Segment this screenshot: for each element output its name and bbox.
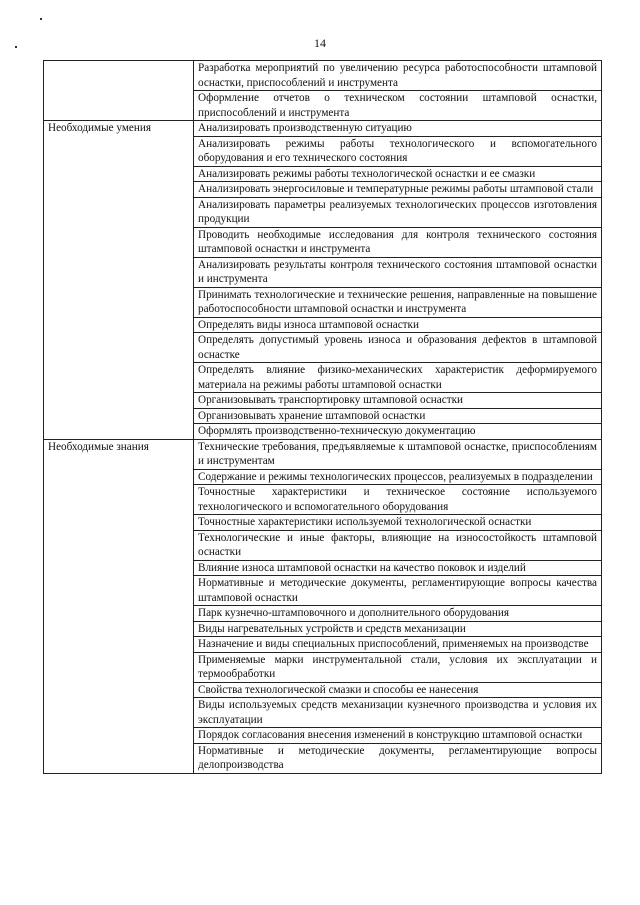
requirement-cell: Определять виды износа штамповой оснастки [194, 317, 602, 333]
requirement-cell: Проводить необходимые исследования для контроля технического состояния штамповой оснастки и инструмента [194, 227, 602, 257]
section-label: Необходимые умения [44, 121, 194, 440]
section-label [44, 61, 194, 121]
requirement-cell: Нормативные и методические документы, регламентирующие вопросы качества штамповой оснастки [194, 576, 602, 606]
requirement-cell: Назначение и виды специальных приспособлений, применяемых на производстве [194, 637, 602, 653]
requirement-cell: Определять допустимый уровень износа и образования дефектов в штамповой оснастке [194, 333, 602, 363]
requirement-cell: Анализировать параметры реализуемых технологических процессов изготовления продукции [194, 197, 602, 227]
requirement-cell: Точностные характеристики используемой технологической оснастки [194, 515, 602, 531]
requirement-cell: Парк кузнечно-штамповочного и дополнительного оборудования [194, 606, 602, 622]
requirement-cell: Содержание и режимы технологических процессов, реализуемых в подразделении [194, 469, 602, 485]
table-row [44, 439, 602, 469]
requirement-cell: Анализировать режимы работы технологического и вспомогательного оборудования и его технического состояния [194, 136, 602, 166]
competency-table [43, 60, 602, 774]
requirement-cell: Принимать технологические и технические решения, направленные на повышение работоспособности штамповой оснастки и инструмента [194, 287, 602, 317]
requirement-cell: Анализировать производственную ситуацию [194, 121, 602, 137]
table-row [44, 61, 602, 91]
requirement-cell: Анализировать энергосиловые и температурные режимы работы штамповой стали [194, 182, 602, 198]
requirement-cell: Организовывать транспортировку штамповой оснастки [194, 393, 602, 409]
requirement-cell: Влияние износа штамповой оснастки на качество поковок и изделий [194, 560, 602, 576]
requirement-cell: Виды используемых средств механизации кузнечного производства и условия их эксплуатации [194, 698, 602, 728]
requirement-cell: Анализировать результаты контроля технического состояния штамповой оснастки и инструмента [194, 257, 602, 287]
requirement-cell: Организовывать хранение штамповой оснастки [194, 408, 602, 424]
requirement-cell: Оформление отчетов о техническом состоянии штамповой оснастки, приспособлений и инструмента [194, 91, 602, 121]
requirement-cell: Анализировать режимы работы технологической оснастки и ее смазки [194, 166, 602, 182]
requirement-cell: Свойства технологической смазки и способы ее нанесения [194, 682, 602, 698]
requirement-cell: Определять влияние физико-механических характеристик деформируемого материала на режимы работы штамповой оснастки [194, 363, 602, 393]
section-label: Необходимые знания [44, 439, 194, 773]
requirement-cell: Применяемые марки инструментальной стали, условия их эксплуатации и термообработки [194, 652, 602, 682]
requirement-cell: Точностные характеристики и техническое состояние используемого технологического и вспомогательного оборудования [194, 485, 602, 515]
requirement-cell: Разработка мероприятий по увеличению ресурса работоспособности штамповой оснастки, приспособлений и инструмента [194, 61, 602, 91]
scan-speck [40, 18, 42, 20]
requirement-cell: Порядок согласования внесения изменений в конструкцию штамповой оснастки [194, 728, 602, 744]
requirement-cell: Оформлять производственно-техническую документацию [194, 424, 602, 440]
requirement-cell: Технические требования, предъявляемые к штамповой оснастке, приспособлениям и инструментам [194, 439, 602, 469]
page-number: 14 [314, 36, 326, 50]
requirement-cell: Нормативные и методические документы, регламентирующие вопросы делопроизводства [194, 743, 602, 773]
requirement-cell: Виды нагревательных устройств и средств механизации [194, 621, 602, 637]
table-row [44, 121, 602, 137]
requirement-cell: Технологические и иные факторы, влияющие на износостойкость штамповой оснастки [194, 530, 602, 560]
